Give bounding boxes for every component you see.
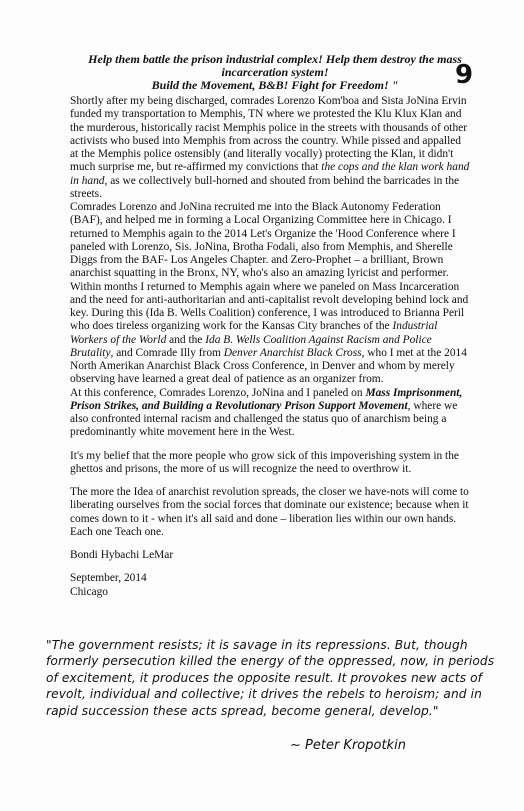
paragraph-2-text-g: , who I met at the 2014 North Amerikan Anarchist Black Cross Conference, in Denver and whom by merely observing have learned a great deal of patience as an organizer from.	[70, 346, 467, 386]
paragraph-1-emphasis: the cops and the klan work hand in hand	[70, 161, 470, 187]
header-line-3: Build the Movement, B&B! Fight for Freedom! "	[151, 78, 399, 92]
paragraph-1-text-c: , as we collectively bull-horned and shouted from behind the barricades in the streets.	[70, 174, 460, 200]
paragraph-5: The more the Idea of anarchist revolution spreads, the closer we have-nots will come to liberating ourselves from the social forces that dominate our existence; because when it comes down to it - when it's all said and done – liberation lies within our own hands.	[70, 486, 469, 525]
paragraph-2-text-c: and the	[166, 333, 206, 346]
kropotkin-quote: "The government resists; it is savage in its repressions. But, though formerly persecution killed the energy of the oppressed, now, in periods of excitement, it produces the opposite result. It provokes new acts of revolt, individual and collective; it drives the rebels to heroism; and in rapid succession these acts spread, become general, develop."	[46, 638, 495, 718]
paragraph-2-text-a: Comrades Lorenzo and JoNina recruited me into the Black Autonomy Federation (BAF), and helped me in forming a Local Organizing Committee here in Chicago. I returned to Memphis again to the 2014 Let's Organize the 'Hood Conference where I paneled with Lorenzo, Sis. JoNina, Brotha Fodali, also from Memphis, and Sherelle Diggs from the BAF- Los Angeles Chapter. and Zero-Prophet – a brilliant, Brown anarchist squatting in the Bronx, NY, who's also an amazing lyricist and performer. Within months I returned to Memphis again where we paneled on Mass Incarceration and the need for anti-authoritarian and anti-capitalist revolt developing behind lock and key. During this (Ida B. Wells Coalition) conference, I was introduced to Brianna Peril who does tireless organizing work for the Kansas City branches of the	[70, 201, 469, 333]
page-number: 9	[455, 60, 474, 90]
header-line-1: Help them battle the prison industrial complex! Help them destroy the mass	[88, 52, 462, 66]
paragraph-2-text-e: , and Comrade Illy from	[110, 346, 224, 359]
paragraph-6: Each one Teach one.	[70, 525, 164, 538]
date: September, 2014	[70, 572, 147, 585]
paragraph-1	[70, 95, 470, 201]
place: Chicago	[70, 585, 108, 598]
paragraph-2-coalition: Ida B. Wells Coalition Against Racism and Police Brutality	[70, 333, 432, 359]
paragraph-3	[70, 387, 470, 440]
quote-author: ~ Peter Kropotkin	[290, 738, 406, 753]
paragraph-3-panel-title: Mass Imprisonment, Prison Strikes, and Building a Revolutionary Prison Support Movement	[70, 386, 463, 412]
signature: Bondi Hybachi LeMar	[70, 549, 174, 561]
paragraph-2-abc: Denver Anarchist Black Cross	[223, 346, 362, 359]
paragraph-3-text-a: At this conference, Comrades Lorenzo, JoNina and I paneled on	[70, 386, 366, 399]
paragraph-1-text-a: Shortly after my being discharged, comrades Lorenzo Kom'boa and Sista JoNina Ervin funded my transportation to Memphis, TN where we protested the Klu Klux Klan and the murderous, historically racist Memphis police in the streets with thousands of other activists who bused into Memphis from across the country. While pissed and appalled at the Memphis police ostensibly (and literally vocally) protecting the Klan, it didn't much surprise me, but re-affirmed my convictions that	[70, 95, 468, 174]
header-slogan	[80, 53, 470, 92]
article-body	[70, 95, 470, 599]
header-line-2: incarceration system!	[221, 65, 329, 79]
paragraph-4: It's my belief that the more people who grow sick of this impoverishing system in the ghettos and prisons, the more of us will recognize the need to overthrow it.	[70, 449, 459, 475]
paragraph-3-text-c: , where we also confronted internal racism and challenged the status quo of anarchism being a predominantly white movement here in the West.	[70, 399, 458, 439]
paragraph-2-iww: Industrial Workers of the World	[70, 320, 438, 346]
paragraph-2	[70, 201, 470, 387]
